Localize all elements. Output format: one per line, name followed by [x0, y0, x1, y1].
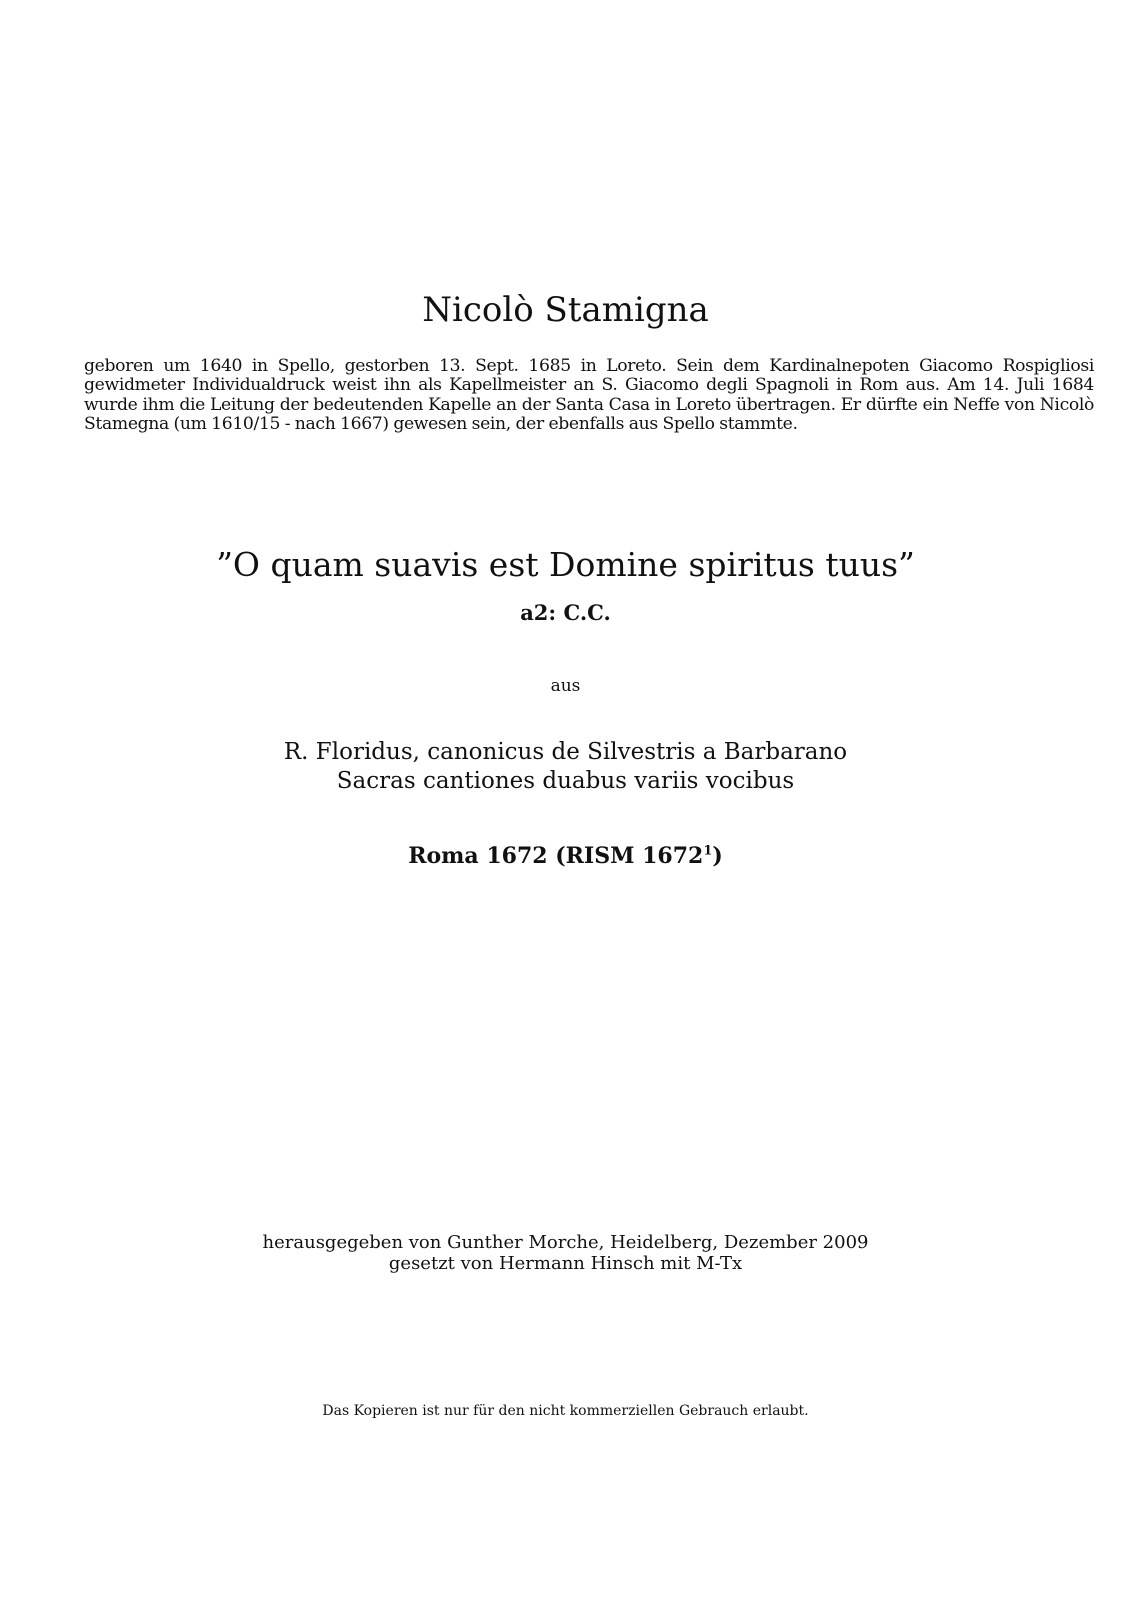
- source-publication: [0, 738, 1131, 796]
- edition-text: Roma 1672 (RISM 1672: [408, 843, 704, 869]
- work-voicing: a2: C.C.: [520, 600, 611, 625]
- source-line-2: Sacras cantiones duabus variis vocibus: [336, 768, 795, 794]
- copyright-notice: Das Kopieren ist nur für den nicht kommerziellen Gebrauch erlaubt.: [322, 1403, 809, 1419]
- from-label: aus: [550, 676, 581, 696]
- editor-credit: herausgegeben von Gunther Morche, Heidelberg, Dezember 2009: [262, 1232, 869, 1253]
- composer-name: Nicolò Stamigna: [422, 290, 709, 330]
- composer-biography: geboren um 1640 in Spello, gestorben 13. Sept. 1685 in Loreto. Sein dem Kardinalnepoten Giacomo Rospigliosi gewidmeter Individualdruck weist ihn als Kapellmeister an S. Giacomo degli Spagnoli in Rom aus. Am 14. Juli 1684 wurde ihm die Leitung der bedeutenden Kapelle an der Santa Casa in Loreto übertragen. Er dürfte ein Neffe von Nicolò Stamegna (um 1610/15 - nach 1667) gewesen sein, der ebenfalls aus Spello stammte.: [84, 356, 1094, 435]
- print-edition: [0, 842, 1131, 870]
- work-title: ”O quam suavis est Domine spiritus tuus”: [216, 545, 915, 584]
- typesetter-credit: gesetzt von Hermann Hinsch mit M-Tx: [388, 1253, 743, 1274]
- credits: [0, 1232, 1131, 1274]
- edition-superscript: 1: [703, 843, 713, 859]
- source-line-1: R. Floridus, canonicus de Silvestris a Barbarano: [283, 739, 848, 765]
- edition-closing: ): [712, 843, 723, 869]
